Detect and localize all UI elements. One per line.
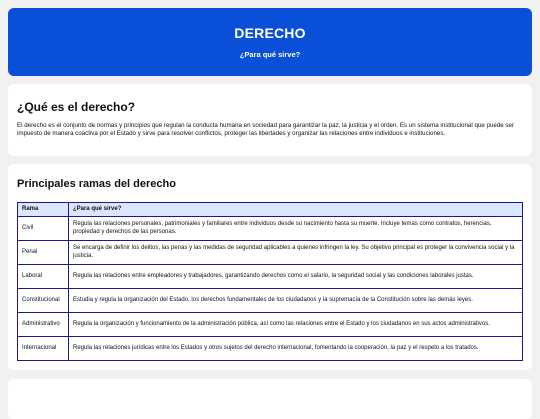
intro-heading: ¿Qué es el derecho? bbox=[17, 100, 136, 114]
table-row bbox=[18, 337, 523, 361]
column-header-purpose: ¿Para qué sirve? bbox=[69, 203, 523, 217]
intro-card bbox=[8, 84, 532, 156]
rama-cell: Civil bbox=[18, 217, 69, 241]
next-card bbox=[8, 379, 532, 419]
table-header-row bbox=[18, 203, 523, 217]
description-cell: Regula las relaciones jurídicas entre los Estados y otros sujetos del derecho internacional, fomentando la cooperación, la paz y el respeto a los tratados. bbox=[69, 337, 523, 361]
rama-cell: Administrativo bbox=[18, 313, 69, 337]
table-row bbox=[18, 265, 523, 289]
column-header-rama: Rama bbox=[18, 203, 69, 217]
table-row bbox=[18, 217, 523, 241]
page-title: DERECHO bbox=[234, 25, 306, 41]
table-row bbox=[18, 313, 523, 337]
rama-cell: Internacional bbox=[18, 337, 69, 361]
description-cell: Estudia y regula la organización del Estado, los derechos fundamentales de los ciudadanos y la supremacía de la Constitución sobre las demás leyes. bbox=[69, 289, 523, 313]
rama-cell: Laboral bbox=[18, 265, 69, 289]
branches-table bbox=[17, 202, 523, 361]
rama-cell: Constitucional bbox=[18, 289, 69, 313]
description-cell: Regula las relaciones entre empleadores y trabajadores, garantizando derechos como el salario, la seguridad social y las condiciones laborales justas. bbox=[69, 265, 523, 289]
rama-cell: Penal bbox=[18, 241, 69, 265]
table-row bbox=[18, 241, 523, 265]
description-cell: Regula las relaciones personales, patrimoniales y familiares entre individuos desde su nacimiento hasta su muerte. Incluye temas como contratos, herencias, propiedad y derechos de las personas. bbox=[69, 217, 523, 241]
table-row bbox=[18, 289, 523, 313]
page-header bbox=[8, 8, 532, 76]
branches-heading: Principales ramas del derecho bbox=[17, 178, 176, 190]
description-cell: Regula la organización y funcionamiento de la administración pública, así como las relaciones entre el Estado y los ciudadanos en sus actos administrativos. bbox=[69, 313, 523, 337]
page-subtitle: ¿Para qué sirve? bbox=[239, 50, 301, 59]
branches-card bbox=[8, 164, 532, 370]
intro-text: El derecho es el conjunto de normas y principios que regulan la conducta humana en sociedad para garantizar la paz, la justicia y el orden. Es un sistema institucional que puede ser impuesto de manera coactiva por el Estado y sirve para resolver conflictos, proteger las libertades y organizar las relaciones entre individuos e instituciones. bbox=[17, 122, 515, 137]
description-cell: Se encarga de definir los delitos, las penas y las medidas de seguridad aplicables a quienes infringen la ley. Su objetivo principal es proteger la convivencia social y la justicia. bbox=[69, 241, 523, 265]
